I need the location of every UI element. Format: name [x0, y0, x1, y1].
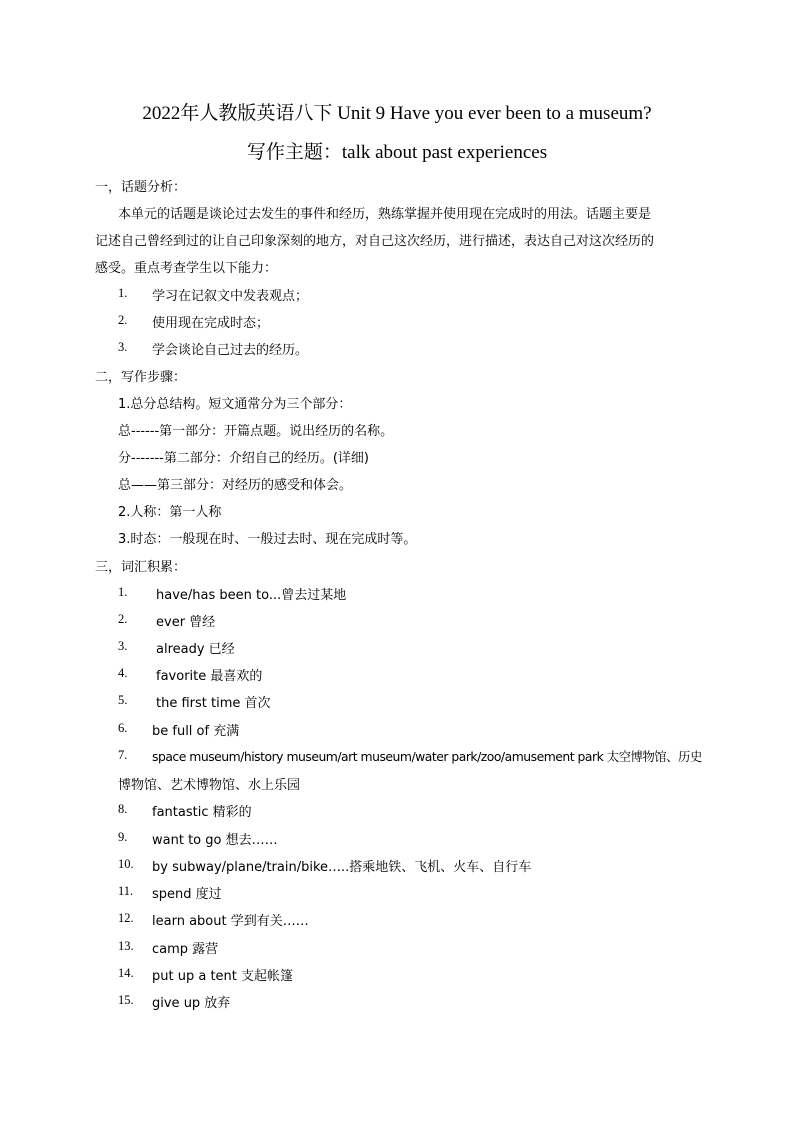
list-item-continuation: 博物馆、艺术博物馆、水上乐园 — [118, 778, 301, 793]
list-item: fantastic 精彩的 — [152, 805, 252, 820]
paragraph-line: 记述自己曾经到过的让自己印象深刻的地方，对自己这次经历，进行描述，表达自己对这次经历的 — [95, 234, 655, 249]
list-item: 学习在记叙文中发表观点； — [152, 289, 309, 304]
list-number: 4. — [118, 666, 128, 680]
list-number: 7. — [118, 748, 128, 762]
list-item: favorite 最喜欢的 — [156, 669, 263, 684]
list-item: have/has been to...曾去过某地 — [156, 588, 347, 603]
list-item: camp 露营 — [152, 942, 219, 957]
step-line: 3.时态：一般现在时、一般过去时、现在完成时等。 — [118, 532, 417, 547]
section-heading-writing-steps: 二，写作步骤： — [95, 370, 187, 385]
list-number: 3. — [118, 340, 128, 354]
list-number: 5. — [118, 693, 128, 707]
list-number: 12. — [118, 911, 134, 925]
list-number: 8. — [118, 802, 128, 816]
list-number: 11. — [118, 884, 134, 898]
list-number: 2. — [118, 313, 128, 327]
section-heading-vocabulary: 三，词汇积累： — [95, 560, 187, 575]
list-item: the first time 首次 — [156, 696, 271, 711]
step-line: 1.总分总结构。短文通常分为三个部分： — [118, 397, 352, 412]
step-line: 2.人称：第一人称 — [118, 505, 222, 520]
list-item: learn about 学到有关…… — [152, 914, 309, 929]
list-item: by subway/plane/train/bike…..搭乘地铁、飞机、火车、自行车 — [152, 860, 532, 875]
list-number: 14. — [118, 966, 134, 980]
list-item: be full of 充满 — [152, 724, 240, 739]
list-number: 6. — [118, 721, 128, 735]
list-number: 13. — [118, 939, 134, 953]
list-number: 2. — [118, 612, 128, 626]
list-number: 15. — [118, 993, 134, 1007]
list-item: give up 放弃 — [152, 996, 231, 1011]
list-number: 1. — [118, 286, 128, 300]
list-number: 1. — [118, 585, 128, 599]
step-line: 总------第一部分：开篇点题。说出经历的名称。 — [118, 424, 394, 439]
section-heading-topic-analysis: 一，话题分析： — [95, 180, 187, 195]
list-number: 3. — [118, 639, 128, 653]
step-line: 分-------第二部分：介绍自己的经历。(详细) — [118, 451, 369, 466]
document-subtitle: 写作主题：talk about past experiences — [246, 142, 548, 163]
list-item: ever 曾经 — [156, 615, 216, 630]
document-title: 2022年人教版英语八下 Unit 9 Have you ever been to a museum? — [142, 103, 652, 124]
paragraph-line: 感受。重点考查学生以下能力： — [95, 261, 278, 276]
list-item: space museum/history museum/art museum/water park/zoo/amusement park 太空博物馆、历史 — [152, 749, 702, 764]
list-item: 使用现在完成时态； — [152, 316, 270, 331]
paragraph-line: 本单元的话题是谈论过去发生的事件和经历，熟练掌握并使用现在完成时的用法。话题主要是 — [118, 207, 652, 222]
list-number: 9. — [118, 830, 128, 844]
list-number: 10. — [118, 857, 134, 871]
step-line: 总——第三部分：对经历的感受和体会。 — [118, 478, 353, 493]
list-item: want to go 想去…… — [152, 833, 278, 848]
list-item: already 已经 — [156, 642, 235, 657]
list-item: spend 度过 — [152, 887, 222, 902]
list-item: 学会谈论自己过去的经历。 — [152, 343, 309, 358]
list-item: put up a tent 支起帐篷 — [152, 969, 294, 984]
